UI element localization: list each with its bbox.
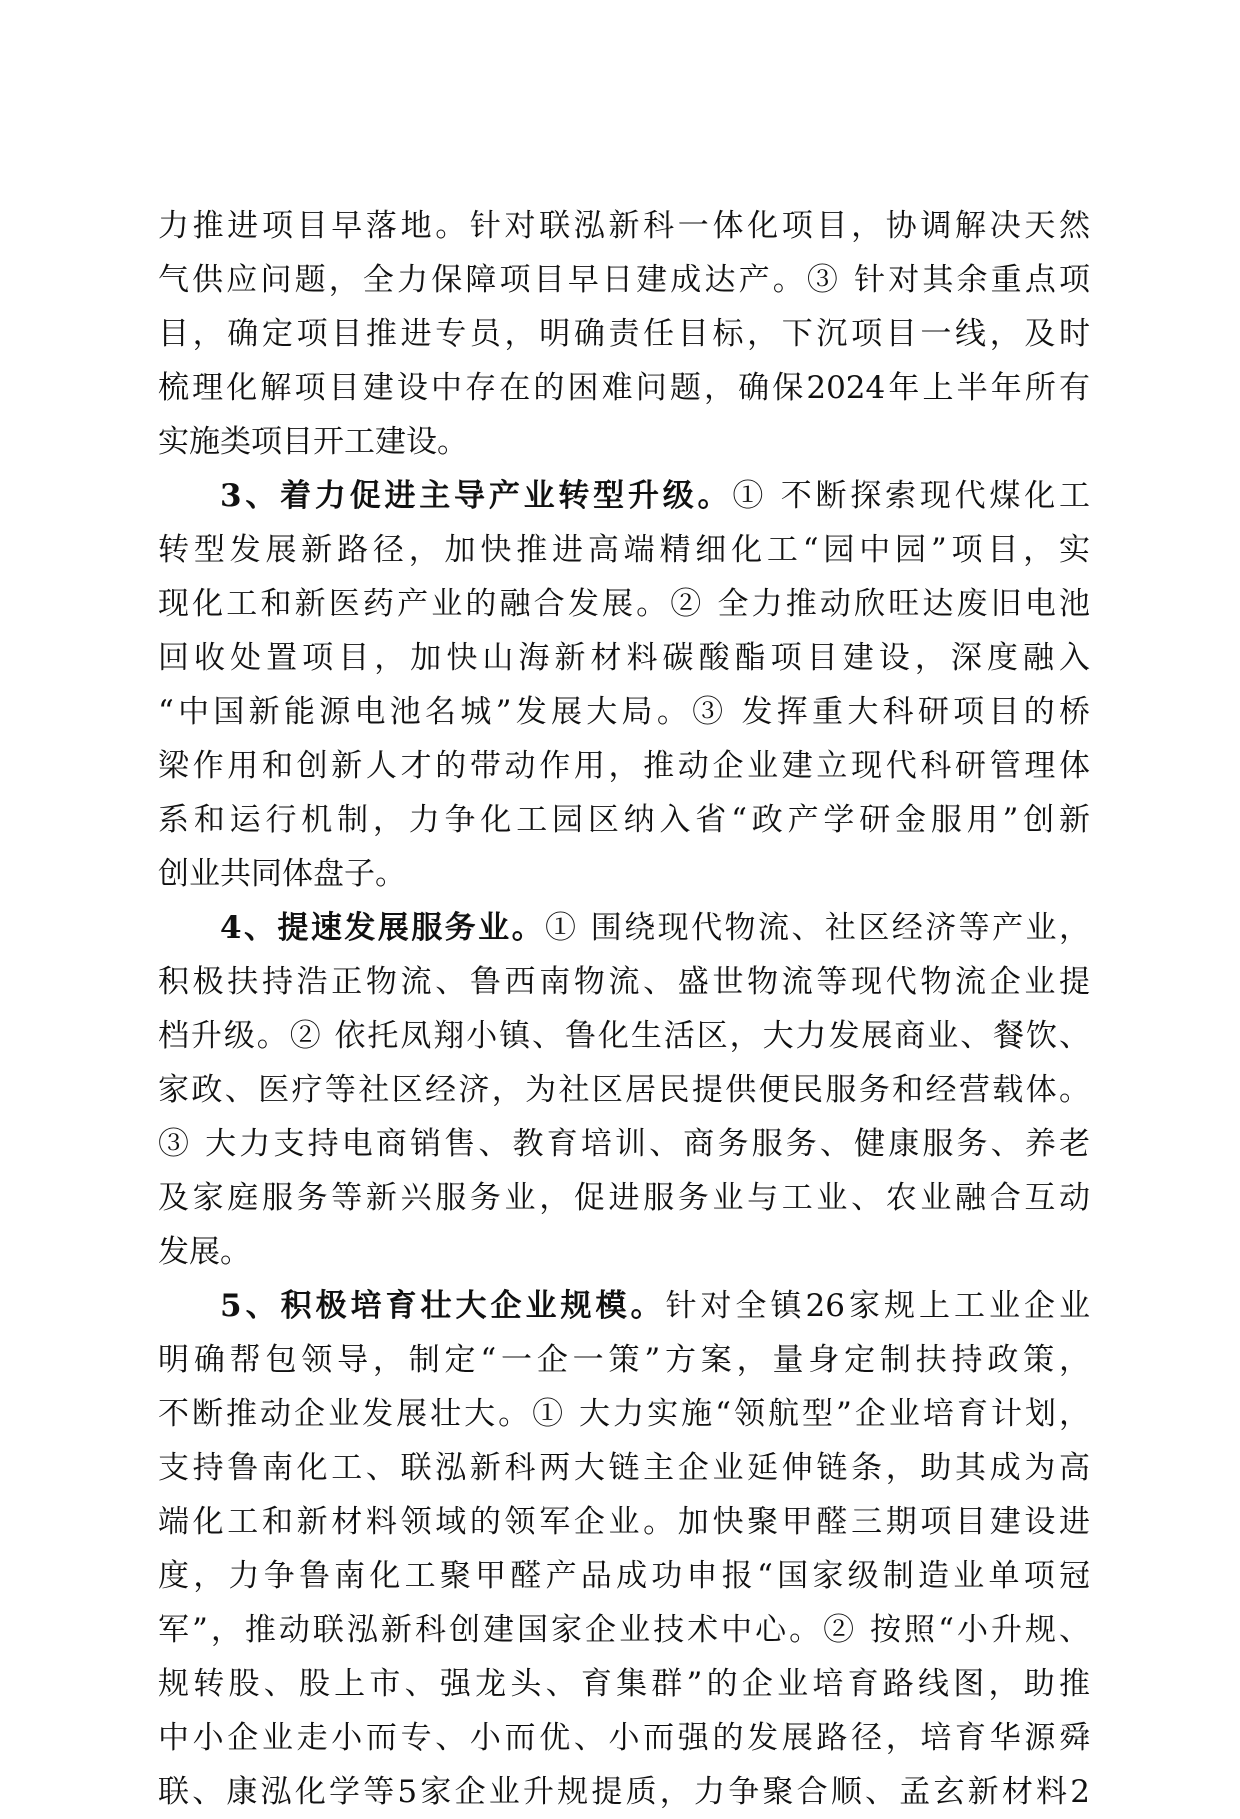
paragraph-continuation [158,199,1090,469]
text-line: 规转股、股上市、强龙头、育集群”的企业培育路线图，助推 [158,1666,1090,1702]
text-run: 针对全镇26家规上工业企业 [665,1288,1090,1324]
section-heading: 5、积极培育壮大企业规模。 [220,1288,666,1324]
text-line: 目，确定项目推进专员，明确责任目标，下沉项目一线，及时 [158,316,1090,352]
text-line: 转型发展新路径，加快推进高端精细化工“园中园”项目，实 [158,532,1090,568]
text-line: 实施类项目开工建设。 [158,424,468,460]
text-line: 梁作用和创新人才的带动作用，推动企业建立现代科研管理体 [158,748,1090,784]
text-line: ③ 大力支持电商销售、教育培训、商务服务、健康服务、养老 [158,1126,1090,1162]
text-line: 创业共同体盘子。 [158,856,406,892]
text-line: 档升级。② 依托凤翔小镇、鲁化生活区，大力发展商业、餐饮、 [158,1018,1090,1054]
text-line: 气供应问题，全力保障项目早日建成达产。③ 针对其余重点项 [158,262,1090,298]
text-line: 力推进项目早落地。针对联泓新科一体化项目，协调解决天然 [158,208,1090,244]
text-line: 中小企业走小而专、小而优、小而强的发展路径，培育华源舜 [158,1720,1090,1756]
text-line: “中国新能源电池名城”发展大局。③ 发挥重大科研项目的桥 [158,694,1090,730]
text-run: ① 围绕现代物流、社区经济等产业， [545,910,1090,946]
text-line: 支持鲁南化工、联泓新科两大链主企业延伸链条，助其成为高 [158,1450,1090,1486]
text-line: 端化工和新材料领域的领军企业。加快聚甲醛三期项目建设进 [158,1504,1090,1540]
paragraph-first-line [158,901,1090,955]
text-line: 回收处置项目，加快山海新材料碳酸酯项目建设，深度融入 [158,640,1090,676]
text-line: 积极扶持浩正物流、鲁西南物流、盛世物流等现代物流企业提 [158,964,1090,1000]
text-line: 梳理化解项目建设中存在的困难问题，确保2024年上半年所有 [158,370,1090,406]
text-line: 及家庭服务等新兴服务业，促进服务业与工业、农业融合互动 [158,1180,1090,1216]
paragraph-5-enterprise-scale [158,1279,1090,1819]
section-heading: 4、提速发展服务业。 [220,910,546,946]
paragraph-3-industry-upgrade [158,469,1090,901]
text-line: 发展。 [158,1234,251,1270]
text-run: ① 不断探索现代煤化工 [732,478,1090,514]
text-line: 家政、医疗等社区经济，为社区居民提供便民服务和经营载体。 [158,1072,1090,1108]
text-line: 不断推动企业发展壮大。① 大力实施“领航型”企业培育计划， [158,1396,1090,1432]
text-line: 系和运行机制，力争化工园区纳入省“政产学研金服用”创新 [158,802,1090,838]
text-line: 度，力争鲁南化工聚甲醛产品成功申报“国家级制造业单项冠 [158,1558,1090,1594]
text-line: 明确帮包领导，制定“一企一策”方案，量身定制扶持政策， [158,1342,1090,1378]
text-line: 联、康泓化学等5家企业升规提质，力争聚合顺、孟玄新材料2 [158,1774,1090,1810]
paragraph-4-service-industry [158,901,1090,1279]
paragraph-first-line [158,469,1090,523]
paragraph-first-line [158,1279,1090,1333]
section-heading: 3、着力促进主导产业转型升级。 [220,478,733,514]
document-body [158,199,1090,1819]
text-line: 现化工和新医药产业的融合发展。② 全力推动欣旺达废旧电池 [158,586,1090,622]
text-line: 军”，推动联泓新科创建国家企业技术中心。② 按照“小升规、 [158,1612,1090,1648]
